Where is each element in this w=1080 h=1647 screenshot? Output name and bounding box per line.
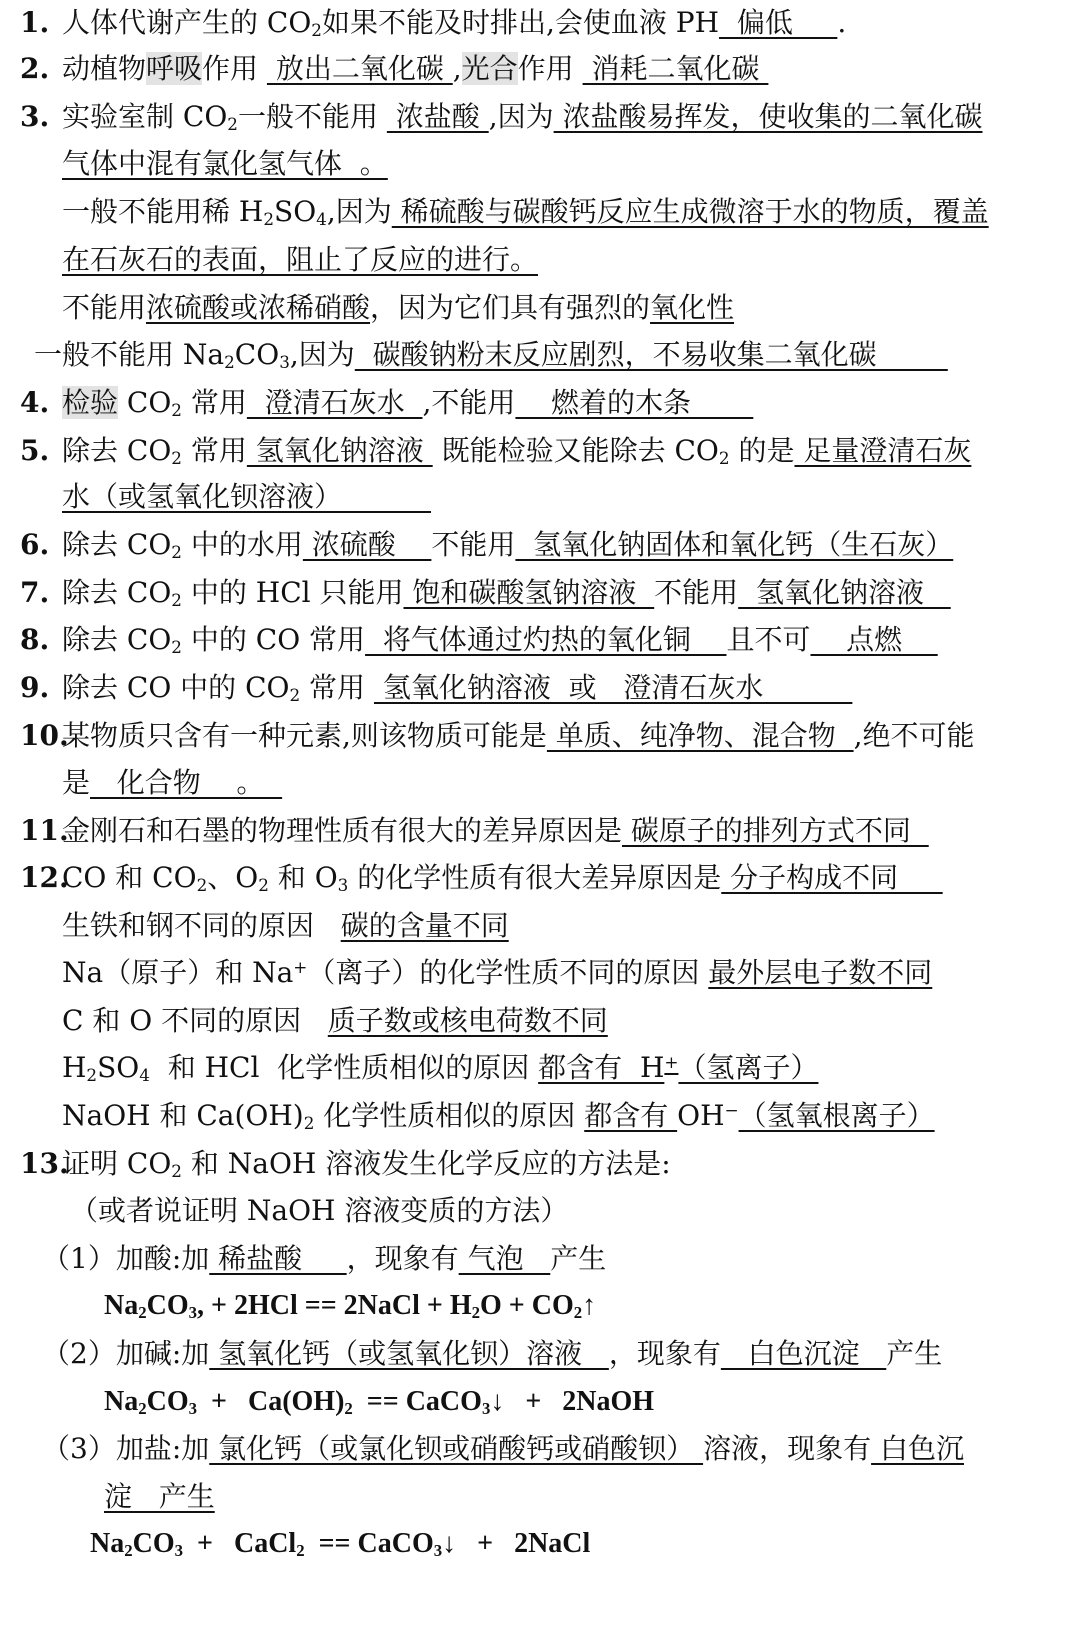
answer-blank: 气泡 bbox=[458, 1242, 551, 1275]
doc-line bbox=[62, 189, 1080, 235]
answer-blank: 浓盐酸易挥发，使收集的二氧化碳 bbox=[553, 100, 983, 133]
doc-line bbox=[62, 998, 1080, 1044]
doc-line bbox=[62, 950, 1080, 996]
text-segment: + bbox=[293, 956, 308, 977]
text-segment: 一般不能用 bbox=[237, 100, 387, 133]
text-segment: 证明 CO bbox=[62, 1147, 172, 1180]
text-segment: CO bbox=[132, 1528, 175, 1559]
answer-blank: 燃着的木条 bbox=[515, 386, 754, 419]
text-segment: − bbox=[724, 1099, 739, 1120]
text-segment: （3）加盐:加 bbox=[42, 1432, 210, 1465]
answer-blank: 氧化性 bbox=[650, 291, 735, 324]
text-segment: 除去 CO bbox=[62, 528, 172, 561]
answer-blank: 饱和碳酸氢钠溶液 bbox=[403, 576, 655, 609]
text-segment: 4 bbox=[139, 1065, 150, 1086]
answer-blank: 气体中混有氯化氢气体 。 bbox=[62, 147, 388, 180]
text-segment: （离子）的化学性质不同的原因 bbox=[307, 956, 709, 989]
text-segment: 不能用 bbox=[431, 528, 516, 561]
text-segment: 如果不能及时排出,会使血液 PH bbox=[321, 6, 720, 39]
text-segment: 常用 bbox=[300, 671, 374, 704]
text-segment: O + CO bbox=[480, 1290, 574, 1321]
doc-line bbox=[20, 570, 1080, 616]
item-number: 3. bbox=[20, 100, 50, 133]
text-segment: SO bbox=[274, 195, 317, 228]
text-segment: ,绝不可能 bbox=[853, 719, 975, 752]
answer-blank: 分子构成不同 bbox=[721, 861, 943, 894]
text-segment: 除去 CO bbox=[62, 434, 172, 467]
text-segment: 2 bbox=[296, 1541, 305, 1561]
text-segment: （或者说证明 NaOH 溶液变质的方法） bbox=[70, 1194, 569, 1227]
item-number: 10. bbox=[20, 719, 69, 752]
text-segment: 和 NaOH 溶液发生化学反应的方法是: bbox=[181, 1147, 671, 1180]
text-segment: 2 bbox=[471, 1303, 481, 1323]
text-segment: 产生 bbox=[550, 1242, 607, 1275]
text-segment: （2）加碱:加 bbox=[42, 1337, 210, 1370]
answer-blank: 淀 bbox=[104, 1480, 133, 1513]
text-segment: Na bbox=[90, 1528, 125, 1559]
text-segment: 除去 CO bbox=[62, 576, 172, 609]
text-segment: 2 bbox=[86, 1065, 98, 1086]
item-number: 1. bbox=[20, 6, 50, 39]
text-segment: 且不可 bbox=[726, 623, 811, 656]
text-segment: ,因为 bbox=[488, 100, 554, 133]
text-segment: CO 和 CO bbox=[62, 861, 197, 894]
doc-line bbox=[42, 1236, 1080, 1282]
doc-line bbox=[20, 522, 1080, 568]
text-segment: 一般不能用稀 H bbox=[62, 195, 264, 228]
text-segment: 不能用 bbox=[654, 576, 739, 609]
answer-blank: 偏低 bbox=[719, 6, 838, 39]
text-segment: 2 bbox=[171, 637, 182, 658]
text-segment: CO bbox=[118, 386, 172, 419]
doc-line bbox=[20, 808, 1080, 854]
text-segment: 2 bbox=[263, 209, 275, 230]
text-segment: 2 bbox=[138, 1399, 147, 1419]
text-segment: 2 bbox=[171, 448, 182, 469]
answer-blank: + bbox=[664, 1051, 679, 1072]
text-segment: 2 bbox=[344, 1399, 353, 1419]
text-segment: ,因为 bbox=[326, 195, 392, 228]
answer-blank: 碳酸钠粉末反应剧烈，不易收集二氧化碳 bbox=[354, 338, 948, 371]
answer-blank: 氢氧化钙（或氢氧化钡）溶液 bbox=[209, 1337, 609, 1370]
text-segment: （1）加酸:加 bbox=[42, 1242, 210, 1275]
text-segment: ↓ + 2NaCl bbox=[442, 1528, 591, 1559]
answer-blank: 在石灰石的表面，阻止了反应的进行。 bbox=[62, 243, 539, 276]
text-segment: 人体代谢产生的 CO bbox=[62, 6, 312, 39]
text-segment: ↑ bbox=[582, 1290, 597, 1321]
text-segment: 生铁和钢不同的原因 bbox=[62, 909, 341, 942]
text-segment: NaOH 和 Ca(OH) bbox=[62, 1099, 304, 1132]
text-segment: 2 bbox=[138, 1303, 147, 1323]
doc-line bbox=[20, 617, 1080, 663]
text-segment: 2 bbox=[289, 685, 301, 706]
text-segment: 和 O bbox=[268, 861, 338, 894]
doc-line bbox=[20, 665, 1080, 711]
doc-line bbox=[104, 1379, 1080, 1425]
text-segment: 动植物 bbox=[62, 52, 147, 85]
text-segment: 4 bbox=[316, 209, 327, 230]
text-segment: , + 2HCl == 2NaCl + H bbox=[197, 1290, 472, 1321]
doc-line bbox=[104, 1474, 1080, 1520]
text-segment: 的化学性质有很大差异原因是 bbox=[348, 861, 722, 894]
text-segment: ↓ + 2NaOH bbox=[490, 1386, 655, 1417]
text-segment: , bbox=[452, 52, 462, 85]
text-segment: OH bbox=[677, 1099, 725, 1132]
answer-blank: 点燃 bbox=[810, 623, 938, 656]
answer-blank: 白色沉 bbox=[871, 1432, 964, 1465]
text-segment: C 和 O 不同的原因 bbox=[62, 1004, 328, 1037]
text-segment: 2 bbox=[171, 1161, 182, 1182]
text-segment: 作用 bbox=[202, 52, 267, 85]
text-segment: 2 bbox=[171, 400, 182, 421]
answer-blank: 氢氧化钠固体和氧化钙（生石灰） bbox=[515, 528, 954, 561]
text-segment: 3 bbox=[433, 1541, 443, 1561]
answer-blank: 消耗二氧化碳 bbox=[582, 52, 769, 85]
highlighted-text: 呼吸 bbox=[146, 52, 203, 85]
text-segment: H bbox=[62, 1051, 87, 1084]
text-segment: 3 bbox=[337, 875, 349, 896]
answer-blank: 氢氧化钠溶液 bbox=[246, 434, 433, 467]
text-segment: 常用 bbox=[181, 386, 247, 419]
text-segment: 中的 CO 常用 bbox=[181, 623, 366, 656]
answer-blank: 浓硫酸 bbox=[302, 528, 432, 561]
doc-line bbox=[20, 1141, 1080, 1187]
text-segment: 某物质只含有一种元素,则该物质可能是 bbox=[62, 719, 547, 752]
text-segment: 3 bbox=[188, 1303, 198, 1323]
text-segment: Na（原子）和 Na bbox=[62, 956, 294, 989]
text-segment: 、O bbox=[207, 861, 259, 894]
answer-blank: 都含有 H bbox=[538, 1051, 665, 1084]
item-number: 6. bbox=[20, 528, 50, 561]
answer-blank: 单质、纯净物、混合物 bbox=[546, 719, 854, 752]
doc-line bbox=[20, 713, 1080, 759]
answer-blank: 白色沉淀 bbox=[720, 1337, 887, 1370]
doc-line bbox=[42, 1331, 1080, 1377]
text-segment: 除去 CO 中的 CO bbox=[62, 671, 290, 704]
answer-blank: 最外层电子数不同 bbox=[708, 956, 933, 989]
text-segment: ，现象有 bbox=[346, 1242, 459, 1275]
answer-blank: （氢氧根离子） bbox=[738, 1099, 935, 1132]
text-segment: 2 bbox=[196, 875, 208, 896]
item-number: 5. bbox=[20, 434, 50, 467]
text-segment: 常用 bbox=[181, 434, 247, 467]
answer-blank: 产生 bbox=[132, 1480, 215, 1513]
item-number: 12. bbox=[20, 861, 69, 894]
text-segment: Na bbox=[104, 1290, 139, 1321]
answer-blank: 化合物 。 bbox=[90, 766, 283, 799]
text-segment: 实验室制 CO bbox=[62, 100, 228, 133]
doc-line bbox=[90, 1521, 1080, 1567]
text-segment: + CaCl bbox=[183, 1528, 297, 1559]
doc-line bbox=[42, 1426, 1080, 1472]
text-segment: CO bbox=[234, 338, 280, 371]
doc-line bbox=[34, 332, 1080, 378]
text-segment: 3 bbox=[279, 352, 290, 373]
text-segment: 既能检验又能除去 CO bbox=[432, 434, 719, 467]
text-segment: 的是 bbox=[729, 434, 795, 467]
text-segment: 3 bbox=[174, 1541, 184, 1561]
text-segment: SO bbox=[97, 1051, 140, 1084]
doc-line bbox=[70, 1188, 1080, 1234]
item-number: 7. bbox=[20, 576, 50, 609]
doc-line bbox=[20, 46, 1080, 92]
doc-line bbox=[20, 428, 1080, 474]
text-segment: 2 bbox=[227, 114, 238, 135]
highlighted-text: 光合 bbox=[461, 52, 518, 85]
answer-blank: 氢氧化钠溶液 或 澄清石灰水 bbox=[373, 671, 853, 704]
doc-line bbox=[62, 237, 1080, 283]
item-number: 13. bbox=[20, 1147, 69, 1180]
text-segment: 2 bbox=[258, 875, 269, 896]
item-number: 4. bbox=[20, 386, 50, 419]
text-segment: == CaCO bbox=[352, 1386, 482, 1417]
answer-blank: 氢氧化钠溶液 bbox=[738, 576, 951, 609]
text-segment: 金刚石和石墨的物理性质有很大的差异原因是 bbox=[62, 814, 623, 847]
text-segment: == CaCO bbox=[304, 1528, 434, 1559]
answer-blank: 都含有 bbox=[584, 1099, 678, 1132]
answer-blank: 碳的含量不同 bbox=[340, 909, 509, 942]
item-number: 9. bbox=[20, 671, 50, 704]
text-segment: ,不能用 bbox=[422, 386, 516, 419]
text-segment: Na bbox=[104, 1386, 139, 1417]
answer-blank: 水（或氢氧化钡溶液） bbox=[62, 480, 432, 513]
highlighted-text: 检验 bbox=[62, 386, 119, 419]
text-segment: 溶液，现象有 bbox=[703, 1432, 872, 1465]
doc-line bbox=[62, 1045, 1080, 1091]
doc-line bbox=[20, 0, 1080, 46]
text-segment: CO bbox=[146, 1386, 189, 1417]
doc-line bbox=[20, 855, 1080, 901]
answer-blank: 将气体通过灼热的氧化铜 bbox=[365, 623, 727, 656]
text-segment: 2 bbox=[303, 1113, 315, 1134]
text-segment: 2 bbox=[573, 1303, 583, 1323]
doc-line bbox=[62, 1093, 1080, 1139]
answer-blank: 稀硫酸与碳酸钙反应生成微溶于水的物质，覆盖 bbox=[391, 195, 989, 228]
text-segment: 除去 CO bbox=[62, 623, 172, 656]
text-segment: . bbox=[837, 6, 847, 39]
doc-line bbox=[104, 1283, 1080, 1329]
text-segment: + Ca(OH) bbox=[197, 1386, 345, 1417]
text-segment: 产生 bbox=[886, 1337, 943, 1370]
text-segment: 3 bbox=[481, 1399, 491, 1419]
doc-line bbox=[62, 141, 1080, 187]
answer-blank: 浓硫酸或浓稀硝酸 bbox=[146, 291, 371, 324]
text-segment: 不能用 bbox=[62, 291, 147, 324]
text-segment: 2 bbox=[171, 590, 182, 611]
item-number: 11. bbox=[20, 814, 69, 847]
text-segment: ，现象有 bbox=[608, 1337, 721, 1370]
text-segment: 和 HCl 化学性质相似的原因 bbox=[149, 1051, 539, 1084]
text-segment: 3 bbox=[188, 1399, 198, 1419]
answer-blank: 质子数或核电荷数不同 bbox=[327, 1004, 608, 1037]
text-segment: 中的水用 bbox=[181, 528, 303, 561]
text-segment: 2 bbox=[124, 1541, 133, 1561]
text-segment: 2 bbox=[171, 542, 182, 563]
doc-line bbox=[20, 380, 1080, 426]
doc-line bbox=[62, 903, 1080, 949]
answer-blank: 足量澄清石灰 bbox=[794, 434, 972, 467]
text-segment: 2 bbox=[718, 448, 730, 469]
doc-line bbox=[62, 474, 1080, 520]
answer-blank: 浓盐酸 bbox=[386, 100, 489, 133]
doc-line bbox=[20, 94, 1080, 140]
text-segment: 2 bbox=[311, 20, 322, 41]
doc-line bbox=[62, 760, 1080, 806]
answer-blank: 碳原子的排列方式不同 bbox=[622, 814, 929, 847]
text-segment: 2 bbox=[224, 352, 235, 373]
answer-blank: 稀盐酸 bbox=[209, 1242, 347, 1275]
answer-blank: 澄清石灰水 bbox=[246, 386, 423, 419]
text-segment: 一般不能用 Na bbox=[34, 338, 225, 371]
text-segment: 是 bbox=[62, 766, 91, 799]
doc-line bbox=[62, 285, 1080, 331]
answer-blank: 氯化钙（或氯化钡或硝酸钙或硝酸钡） bbox=[209, 1432, 704, 1465]
text-segment: 中的 HCl 只能用 bbox=[181, 576, 404, 609]
answer-blank: （氢离子） bbox=[678, 1051, 819, 1084]
item-number: 2. bbox=[20, 52, 50, 85]
text-segment: 作用 bbox=[517, 52, 583, 85]
answer-blank: 放出二氧化碳 bbox=[266, 52, 453, 85]
text-segment: ,因为 bbox=[289, 338, 355, 371]
item-number: 8. bbox=[20, 623, 50, 656]
text-segment: ，因为它们具有强烈的 bbox=[370, 291, 651, 324]
text-segment: CO bbox=[146, 1290, 189, 1321]
text-segment: 化学性质相似的原因 bbox=[314, 1099, 585, 1132]
